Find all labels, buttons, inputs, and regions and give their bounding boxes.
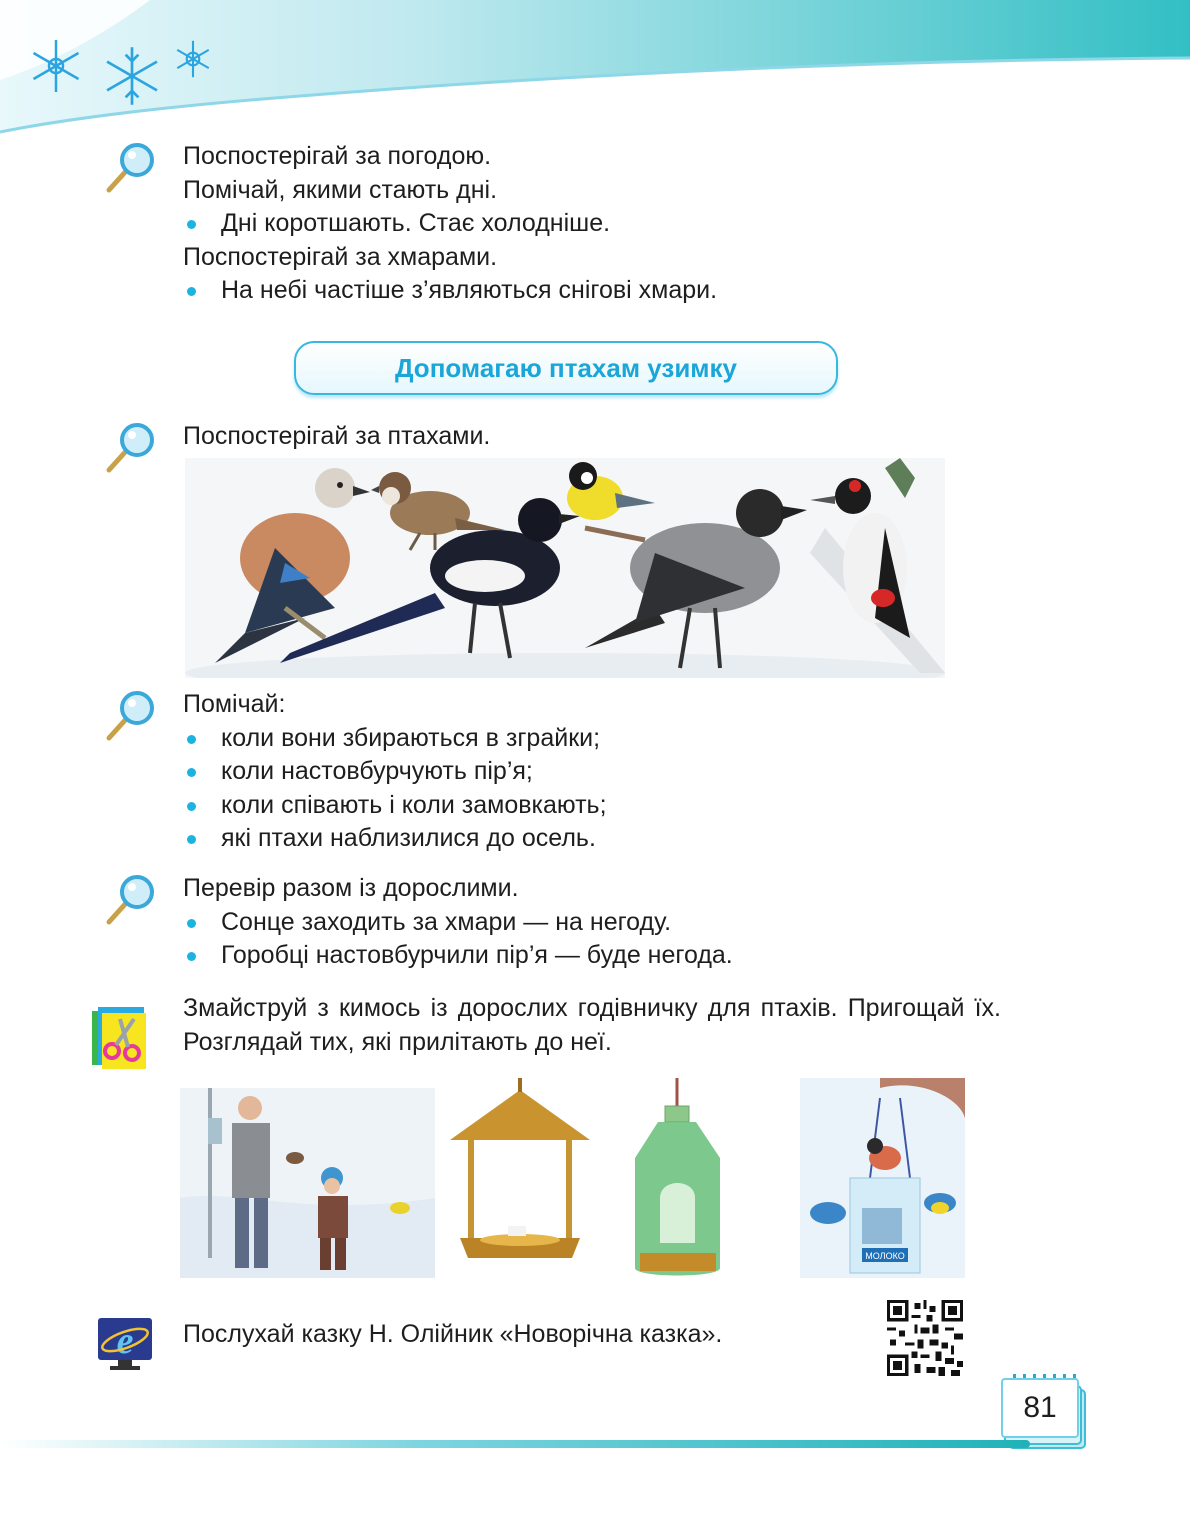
snowflake-icon	[100, 44, 164, 108]
bullet-item: Дні коротшають. Стає холодніше.	[183, 207, 903, 241]
listen-tale-block	[183, 1318, 863, 1352]
milk-carton-label: МОЛОКО	[865, 1251, 905, 1261]
check-with-adults-block	[183, 872, 903, 973]
weather-observation-block	[183, 140, 903, 308]
text-line: Помічай, якими стають дні.	[183, 175, 498, 204]
magnifier-icon	[103, 688, 159, 744]
bullet-item: коли співають і коли замовкають;	[183, 789, 903, 823]
birds-observation-block	[183, 420, 903, 454]
magnifier-icon	[103, 872, 159, 928]
wooden-feeder	[450, 1078, 590, 1258]
notice-block	[183, 688, 903, 856]
magnifier-icon	[103, 140, 159, 196]
winter-birds-illustration	[185, 458, 945, 678]
text-line: Помічай:	[183, 690, 286, 718]
bottle-feeder	[635, 1078, 720, 1276]
footer-divider	[0, 1440, 1030, 1448]
bullet-item: коли настовбурчують пір’я;	[183, 755, 903, 789]
bullet-item: Горобці настовбурчили пір’я — буде негода.	[183, 939, 903, 973]
text-line: Поспостерігай за хмарами.	[183, 242, 498, 271]
text-line: Поспостерігай за погодою.	[183, 142, 492, 170]
svg-text:e: e	[116, 1320, 134, 1362]
snowflake-icon	[172, 38, 214, 80]
magnifier-icon	[103, 420, 159, 476]
bullet-item: коли вони збираються в зграйки;	[183, 722, 903, 756]
bullet-item: які птахи наблизилися до осель.	[183, 822, 903, 856]
section-title: Допомагаю птахам узимку	[294, 341, 838, 395]
bullet-item: Сонце заходить за хмари — на негоду.	[183, 906, 903, 940]
craft-feeder-block	[183, 992, 1001, 1059]
snowflake-icon	[26, 36, 86, 96]
milk-carton-feeder	[800, 1078, 965, 1278]
people-hanging-feeder-scene	[180, 1088, 435, 1278]
bird-feeders-illustration	[180, 1078, 965, 1280]
page-number: 81	[1001, 1378, 1079, 1438]
text-line: Поспостерігай за птахами.	[183, 422, 491, 450]
craft-scissors-icon	[90, 1005, 148, 1069]
text-line: Перевір разом із дорослими.	[183, 874, 519, 902]
text-line: Послухай казку Н. Олійник «Новорічна казка».	[183, 1320, 723, 1348]
internet-explorer-icon	[96, 1316, 154, 1372]
craft-text: Змайструй з кимось із дорослих годівничку для птахів. Пригощай їх. Розглядай тих, які прилітають до неї.	[183, 994, 1001, 1056]
qr-code[interactable]	[887, 1300, 963, 1376]
bullet-item: На небі частіше з’являються снігові хмари.	[183, 274, 903, 308]
